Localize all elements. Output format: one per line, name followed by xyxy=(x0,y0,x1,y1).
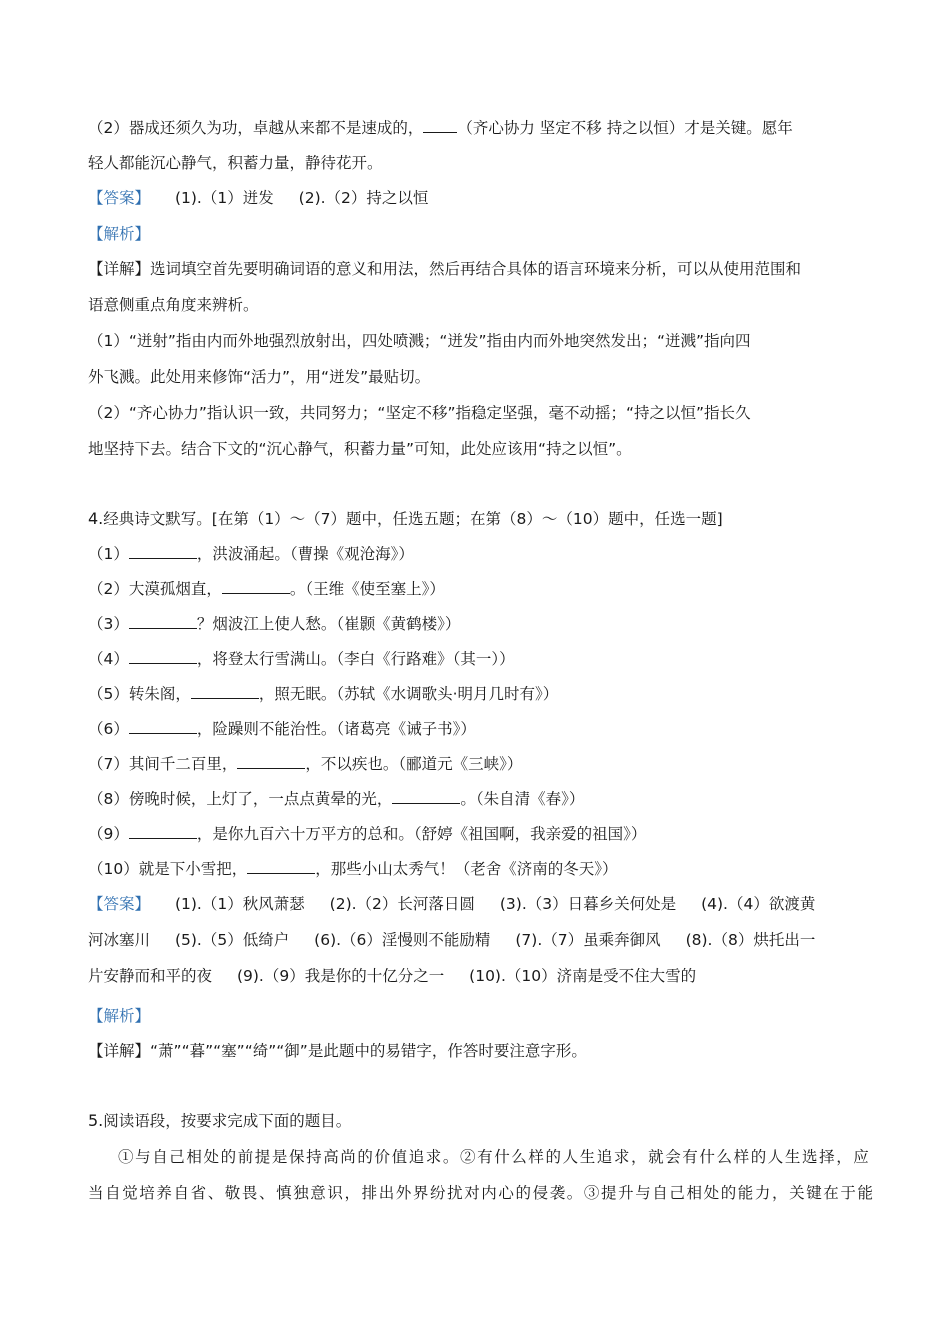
item-pre: （1） xyxy=(88,545,129,563)
q4-answer-line3 xyxy=(88,966,868,986)
item-pre: （3） xyxy=(88,615,129,633)
detail-tag: 【详解】 xyxy=(88,1042,151,1060)
q4-detail xyxy=(88,1041,868,1061)
answer-num: (6). xyxy=(314,931,342,949)
item-pre: （4） xyxy=(88,650,129,668)
fill-blank[interactable] xyxy=(129,613,197,629)
item-post: ，洪波涌起。（曹操《观沧海》） xyxy=(196,545,414,563)
answer-text: （8）烘托出一 xyxy=(712,931,816,949)
answer-num: (1). xyxy=(174,895,202,913)
q3-answer xyxy=(88,188,868,208)
answer-num: (3). xyxy=(499,895,527,913)
q4-item-10 xyxy=(88,858,868,879)
q3-item2-line2: 轻人都能沉心静气，积蓄力量，静待花开。 xyxy=(88,154,383,172)
q3-item2-text-b: （齐心协力 坚定不移 持之以恒）才是关键。愿年 xyxy=(457,119,793,137)
q4-title-text: 经典诗文默写。[在第（1）～（7）题中，任选五题；在第（8）～（10）题中，任选一题] xyxy=(103,510,723,528)
answer-text: （6）淫慢则不能励精 xyxy=(341,931,491,949)
q3-item2-line1 xyxy=(88,117,868,138)
answer-text: （9）我是你的十亿分之一 xyxy=(263,967,445,985)
fill-blank[interactable] xyxy=(247,858,315,874)
answer-num: (5). xyxy=(174,931,202,949)
item-pre: （5）转朱阁， xyxy=(88,685,191,703)
q3-item2-text-a: （2）器成还须久为功，卓越从来都不是速成的， xyxy=(88,119,424,137)
q5-number: 5. xyxy=(88,1111,104,1130)
fill-blank[interactable] xyxy=(129,543,197,559)
q5-paragraph-line1: ①与自己相处的前提是保持高尚的价值追求。②有什么样的人生追求，就会有什么样的人生选择，应 xyxy=(118,1148,871,1166)
answer-num: (2). xyxy=(329,895,357,913)
answer-text: （4）欲渡黄 xyxy=(727,895,816,913)
q3-exp2-line1: （2）“齐心协力”指认识一致，共同努力；“坚定不移”指稳定坚强，毫不动摇；“持之以恒”指长久 xyxy=(88,404,751,422)
detail-text: “萧”“暮”“塞”“绮”“御”是此题中的易错字，作答时要注意字形。 xyxy=(150,1042,587,1060)
q4-item-4 xyxy=(88,648,868,669)
item-post: ，是你九百六十万平方的总和。（舒婷《祖国啊，我亲爱的祖国》） xyxy=(196,825,647,843)
item-post: ，不以疾也。（郦道元《三峡》） xyxy=(305,755,523,773)
answer-text: （1）迸发 xyxy=(201,189,274,207)
fill-blank[interactable] xyxy=(222,578,290,594)
fill-blank[interactable] xyxy=(129,823,197,839)
detail-text: 选词填空首先要明确词语的意义和用法，然后再结合具体的语言环境来分析，可以从使用范围和 xyxy=(150,260,802,278)
answer-tag: 【答案】 xyxy=(88,895,151,913)
answer-text: （7）虽乘奔御风 xyxy=(542,931,661,949)
item-pre: （8）傍晚时候，上灯了，一点点黄晕的光， xyxy=(88,790,393,808)
q4-item-2 xyxy=(88,578,868,599)
item-post: ，险躁则不能治性。（诸葛亮《诫子书》） xyxy=(196,720,476,738)
answer-text: （1）秋风萧瑟 xyxy=(201,895,305,913)
item-post: ，照无眠。（苏轼《水调歌头·明月几时有》） xyxy=(258,685,559,703)
item-post: ？烟波江上使人愁。（崔颢《黄鹤楼》） xyxy=(196,615,461,633)
detail-tag: 【详解】 xyxy=(88,260,151,278)
q4-item-6 xyxy=(88,718,868,739)
answer-num: (9). xyxy=(236,967,264,985)
answer-text: （10）济南是受不住大雪的 xyxy=(505,967,697,985)
answer-text: （2）长河落日圆 xyxy=(356,895,475,913)
answer-num: (8). xyxy=(685,931,713,949)
q5-title-text: 阅读语段，按要求完成下面的题目。 xyxy=(103,1112,352,1130)
item-pre: （10）就是下小雪把， xyxy=(88,860,248,878)
q5-title xyxy=(88,1111,868,1131)
answer-text: （2）持之以恒 xyxy=(325,189,429,207)
fill-blank[interactable] xyxy=(129,648,197,664)
answer-text: 片安静而和平的夜 xyxy=(88,967,213,985)
item-pre: （7）其间千二百里， xyxy=(88,755,238,773)
q4-title xyxy=(88,509,868,529)
fill-blank[interactable] xyxy=(423,117,457,133)
q3-exp2-line2: 地坚持下去。结合下文的“沉心静气，积蓄力量”可知，此处应该用“持之以恒”。 xyxy=(88,440,632,458)
q4-item-7 xyxy=(88,753,868,774)
answer-num: (1). xyxy=(174,189,202,207)
answer-num: (4). xyxy=(701,895,728,913)
q3-exp1-line2: 外飞溅。此处用来修饰“活力”，用“迸发”最贴切。 xyxy=(88,368,431,386)
fill-blank[interactable] xyxy=(129,718,197,734)
item-post: 。（朱自清《春》） xyxy=(460,790,585,808)
q4-item-3 xyxy=(88,613,868,634)
q3-detail-line2: 语意侧重点角度来辨析。 xyxy=(88,296,259,314)
q4-item-5 xyxy=(88,683,868,704)
q4-answer-line1 xyxy=(88,894,868,914)
answer-tag: 【答案】 xyxy=(88,189,151,207)
answer-text: （5）低绮户 xyxy=(201,931,290,949)
answer-text: （3）日暮乡关何处是 xyxy=(526,895,677,913)
q5-paragraph-line2: 当自觉培养自省、敬畏、慎独意识，排出外界纷扰对内心的侵袭。③提升与自己相处的能力，关键在于能 xyxy=(88,1184,875,1202)
fill-blank[interactable] xyxy=(392,788,460,804)
item-pre: （6） xyxy=(88,720,129,738)
q3-exp1-line1: （1）“迸射”指由内而外地强烈放射出，四处喷溅；“迸发”指由内而外地突然发出；“迸溅”指向四 xyxy=(88,332,751,350)
q3-analysis-tag: 【解析】 xyxy=(88,225,151,243)
fill-blank[interactable] xyxy=(191,683,259,699)
item-post: ，将登太行雪满山。（李白《行路难》（其一）） xyxy=(196,650,515,668)
answer-num: (7). xyxy=(515,931,543,949)
answer-num: (2). xyxy=(298,189,326,207)
q4-item-1 xyxy=(88,543,868,564)
fill-blank[interactable] xyxy=(237,753,305,769)
answer-text: 河冰塞川 xyxy=(88,931,151,949)
item-pre: （2）大漠孤烟直， xyxy=(88,580,222,598)
q4-item-9 xyxy=(88,823,868,844)
answer-num: (10). xyxy=(469,967,506,985)
q4-number: 4. xyxy=(88,509,104,528)
q4-item-8 xyxy=(88,788,868,809)
item-post: 。（王维《使至塞上》） xyxy=(289,580,445,598)
item-pre: （9） xyxy=(88,825,129,843)
item-post: ，那些小山太秀气！（老舍《济南的冬天》） xyxy=(315,860,618,878)
q3-detail-line1 xyxy=(88,259,868,279)
q4-analysis-tag: 【解析】 xyxy=(88,1007,151,1025)
q4-answer-line2 xyxy=(88,930,868,950)
